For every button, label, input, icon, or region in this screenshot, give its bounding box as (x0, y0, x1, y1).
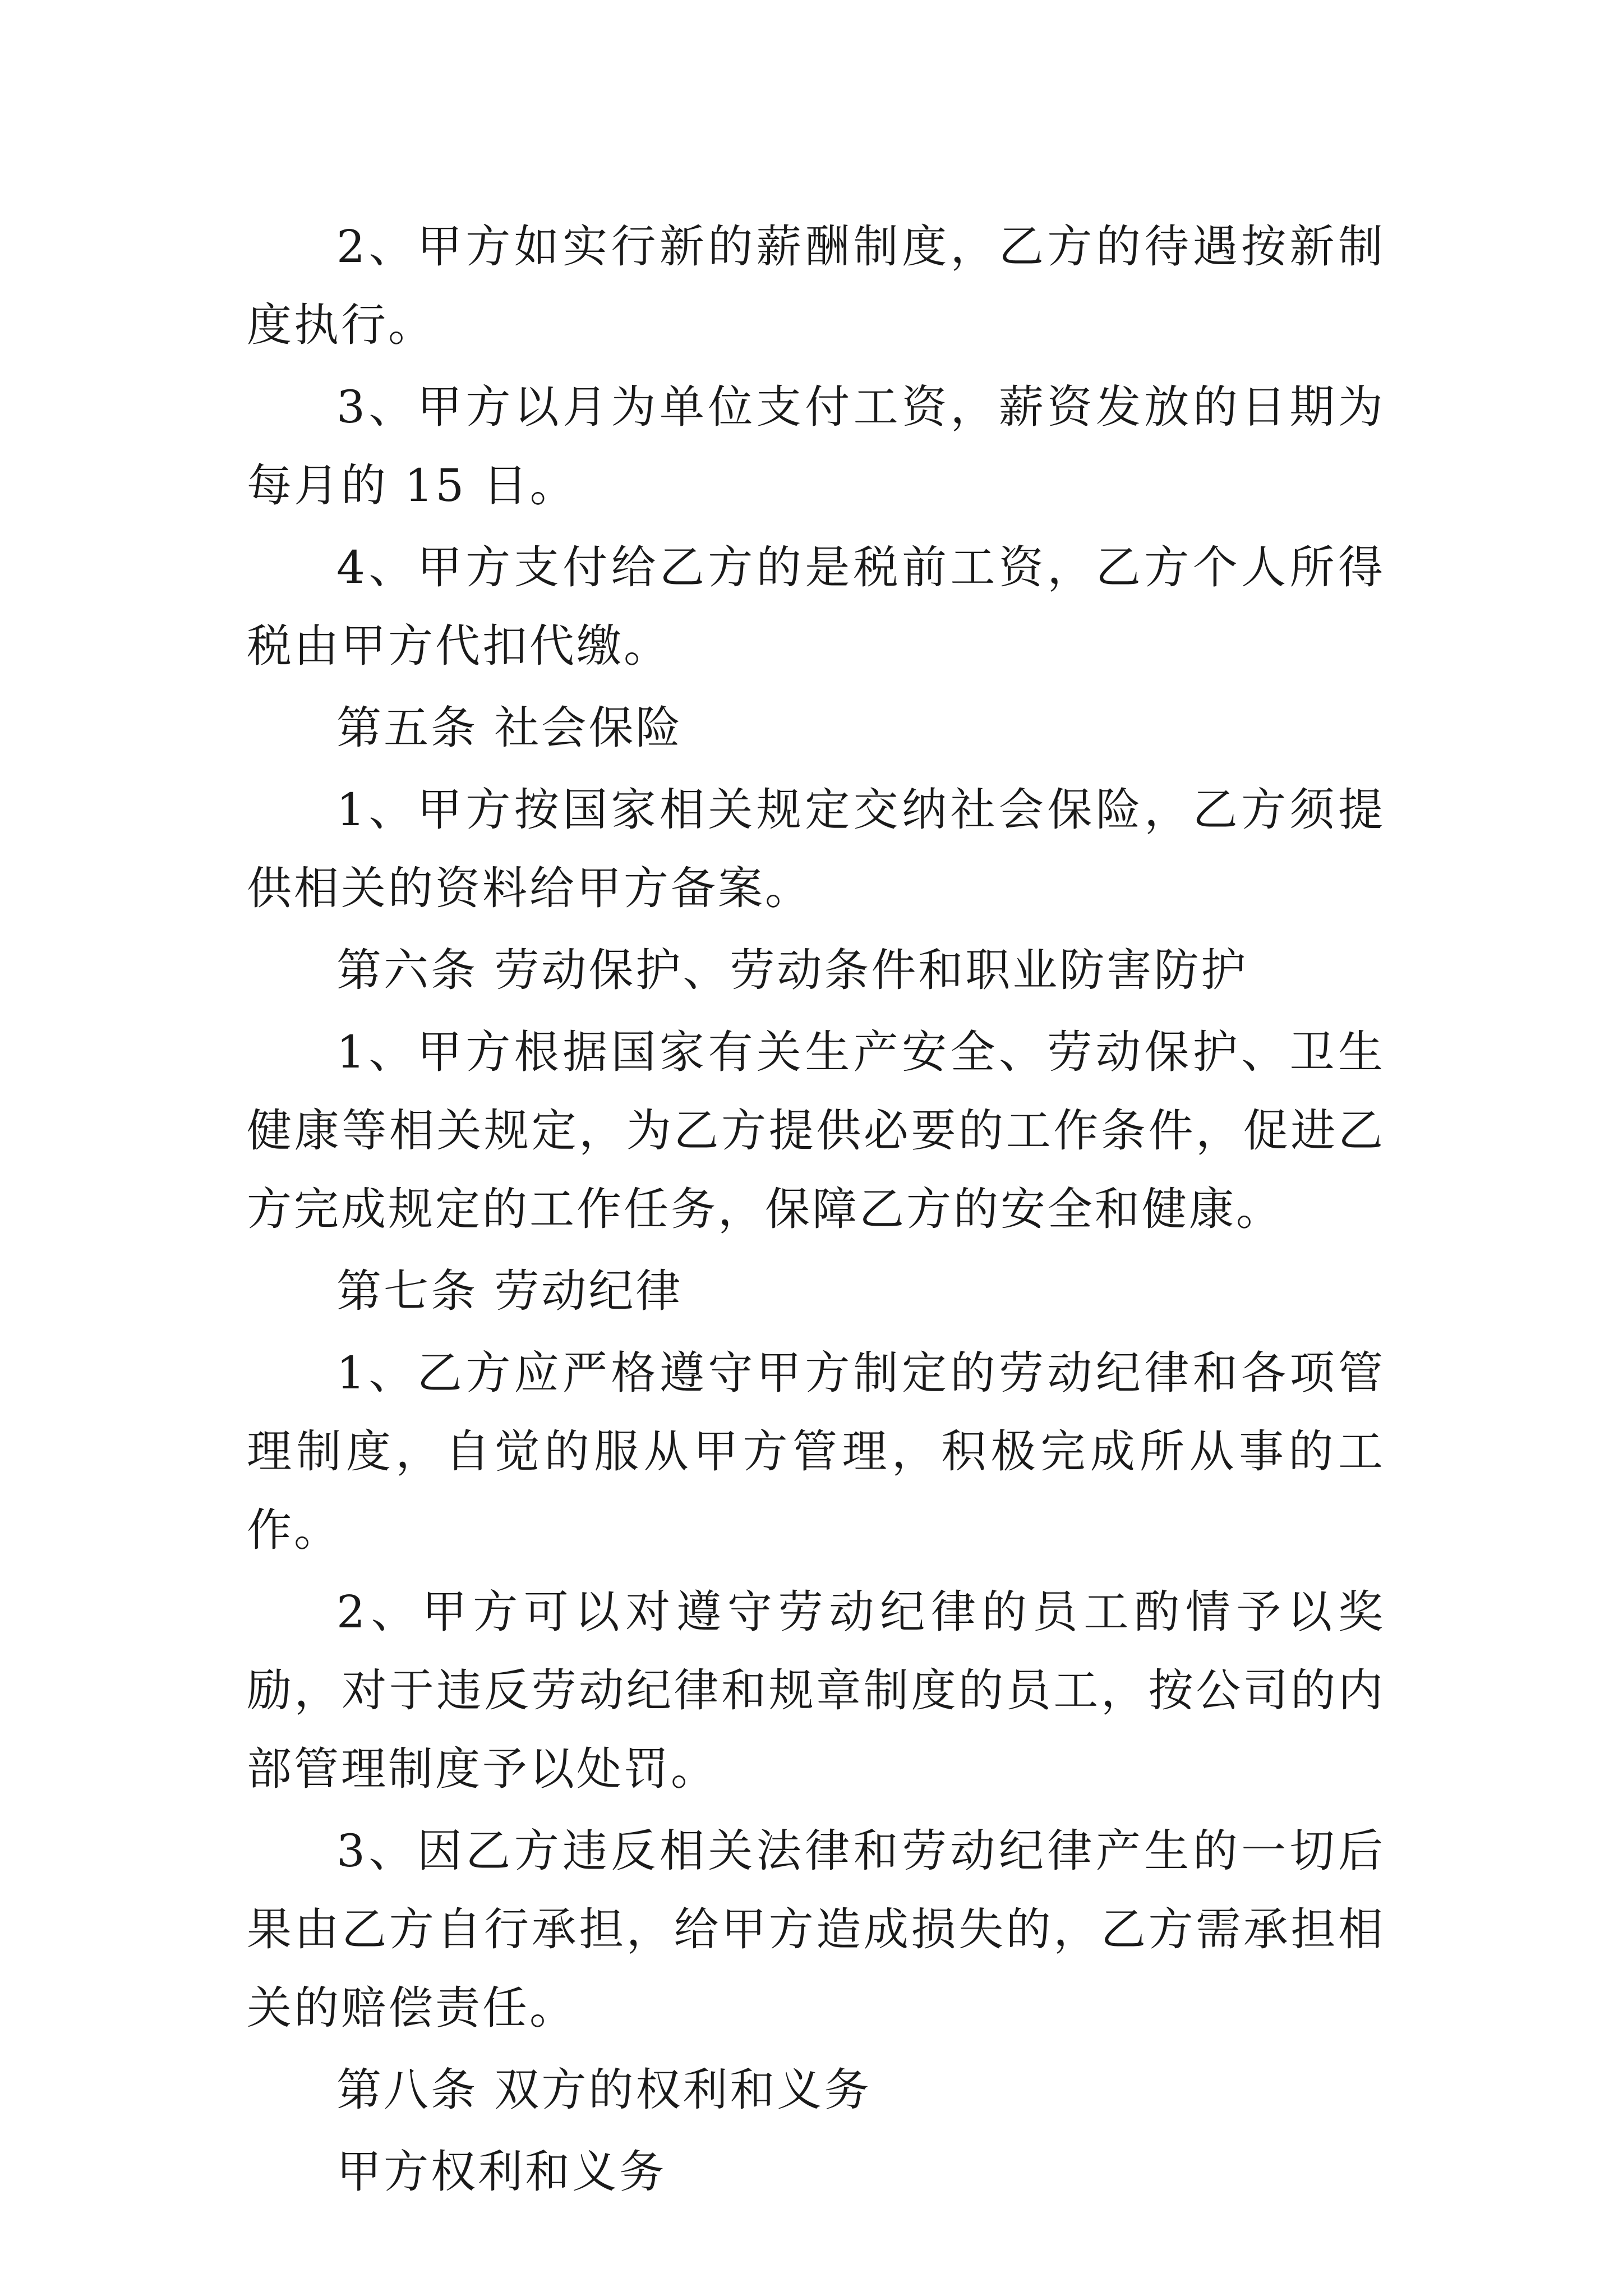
para-7-3-liability: 3、因乙方违反相关法律和劳动纪律产生的一切后果由乙方自行承担，给甲方造成损失的，乙方需承担相关的赔偿责任。 (247, 1825, 1385, 2034)
article-6-heading: 第六条 劳动保护、劳动条件和职业防害防护 (336, 944, 1248, 996)
article-5-heading: 第五条 社会保险 (336, 702, 683, 754)
para-4-4-pre-tax-salary: 4、甲方支付给乙方的是税前工资，乙方个人所得税由甲方代扣代缴。 (247, 541, 1385, 672)
article-8-heading: 第八条 双方的权利和义务 (336, 2064, 872, 2116)
para-6-1-working-conditions: 1、甲方根据国家有关生产安全、劳动保护、卫生健康等相关规定，为乙方提供必要的工作条件，促进乙方完成规定的工作任务，保障乙方的安全和健康。 (247, 1026, 1385, 1235)
para-5-1-social-insurance: 1、甲方按国家相关规定交纳社会保险，乙方须提供相关的资料给甲方备案。 (247, 784, 1385, 914)
article-7-heading: 第七条 劳动纪律 (336, 1265, 683, 1317)
para-4-3-payment-date: 3、甲方以月为单位支付工资，薪资发放的日期为每月的 15 日。 (247, 381, 1385, 512)
para-4-2-new-salary-system: 2、甲方如实行新的薪酬制度，乙方的待遇按新制度执行。 (247, 220, 1385, 351)
party-a-rights-heading: 甲方权利和义务 (336, 2146, 666, 2198)
document-body (247, 208, 1385, 2215)
para-7-2-rewards-penalties: 2、甲方可以对遵守劳动纪律的员工酌情予以奖励，对于违反劳动纪律和规章制度的员工，按公司的内部管理制度予以处罚。 (247, 1586, 1385, 1795)
para-7-1-obey-discipline: 1、乙方应严格遵守甲方制定的劳动纪律和各项管理制度，自觉的服从甲方管理，积极完成所从事的工作。 (247, 1347, 1385, 1556)
